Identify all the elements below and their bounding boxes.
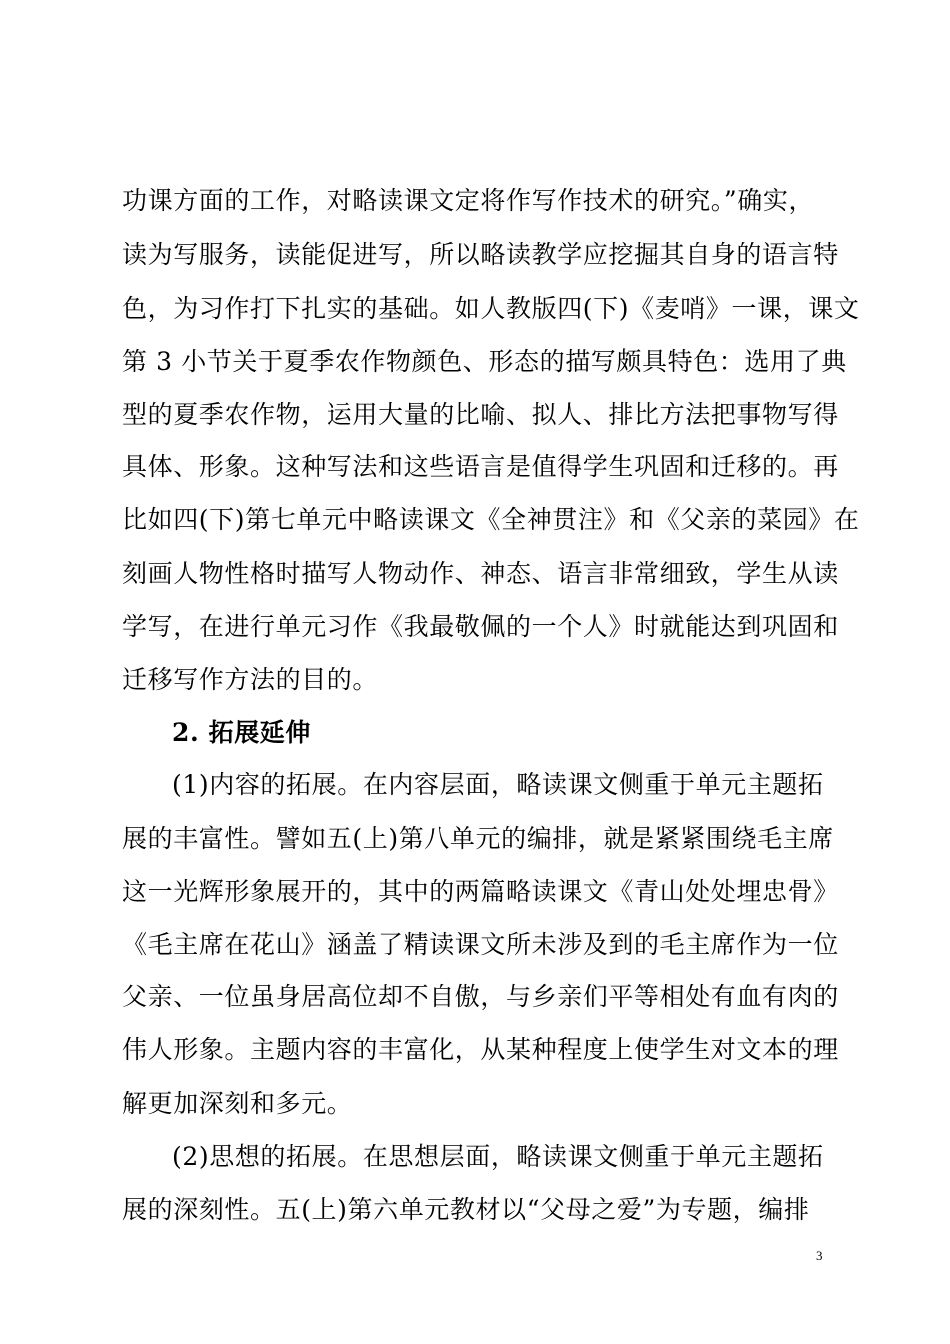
- body-text-line: 伟人形象。主题内容的丰富化，从某种程度上使学生对文本的理: [122, 1035, 839, 1064]
- body-text-line: 色，为习作打下扎实的基础。如人教版四(下)《麦哨》一课，课文: [122, 294, 860, 323]
- body-text-line: 型的夏季农作物，运用大量的比喻、拟人、排比方法把事物写得: [122, 400, 839, 429]
- body-text-line: 《毛主席在花山》涵盖了精读课文所未涉及到的毛主席作为一位: [122, 930, 839, 959]
- body-text-line: 展的深刻性。五(上)第六单元教材以“父母之爱”为专题，编排: [122, 1195, 810, 1224]
- body-text-line: 这一光辉形象展开的，其中的两篇略读课文《青山处处埋忠骨》: [122, 877, 839, 906]
- body-text-line: 功课方面的工作，对略读课文定将作写作技术的研究。”确实，: [122, 186, 815, 215]
- body-text-line: 展的丰富性。譬如五(上)第八单元的编排，就是紧紧围绕毛主席: [122, 824, 834, 853]
- body-text-line: 比如四(下)第七单元中略读课文《全神贯注》和《父亲的菜园》在: [122, 505, 860, 534]
- body-text-line: 迁移写作方法的目的。: [122, 665, 379, 694]
- paragraph-first-line: (2)思想的拓展。在思想层面，略读课文侧重于单元主题拓: [172, 1142, 824, 1171]
- body-text-line: 解更加深刻和多元。: [122, 1089, 353, 1118]
- body-text-line: 刻画人物性格时描写人物动作、神态、语言非常细致，学生从读: [122, 559, 839, 588]
- body-text-line: 父亲、一位虽身居高位却不自傲，与乡亲们平等相处有血有肉的: [122, 982, 839, 1011]
- section-heading: 2. 拓展延伸: [172, 718, 312, 747]
- page-number: 3: [816, 1248, 823, 1263]
- body-text-line: 具体、形象。这种写法和这些语言是值得学生巩固和迁移的。再: [122, 452, 839, 481]
- paragraph-first-line: (1)内容的拓展。在内容层面，略读课文侧重于单元主题拓: [172, 770, 824, 799]
- body-text-line: 读为写服务，读能促进写，所以略读教学应挖掘其自身的语言特: [122, 240, 839, 269]
- body-text-line: 第 3 小节关于夏季农作物颜色、形态的描写颇具特色：选用了典: [122, 347, 847, 376]
- body-text-line: 学写，在进行单元习作《我最敬佩的一个人》时就能达到巩固和: [122, 612, 839, 641]
